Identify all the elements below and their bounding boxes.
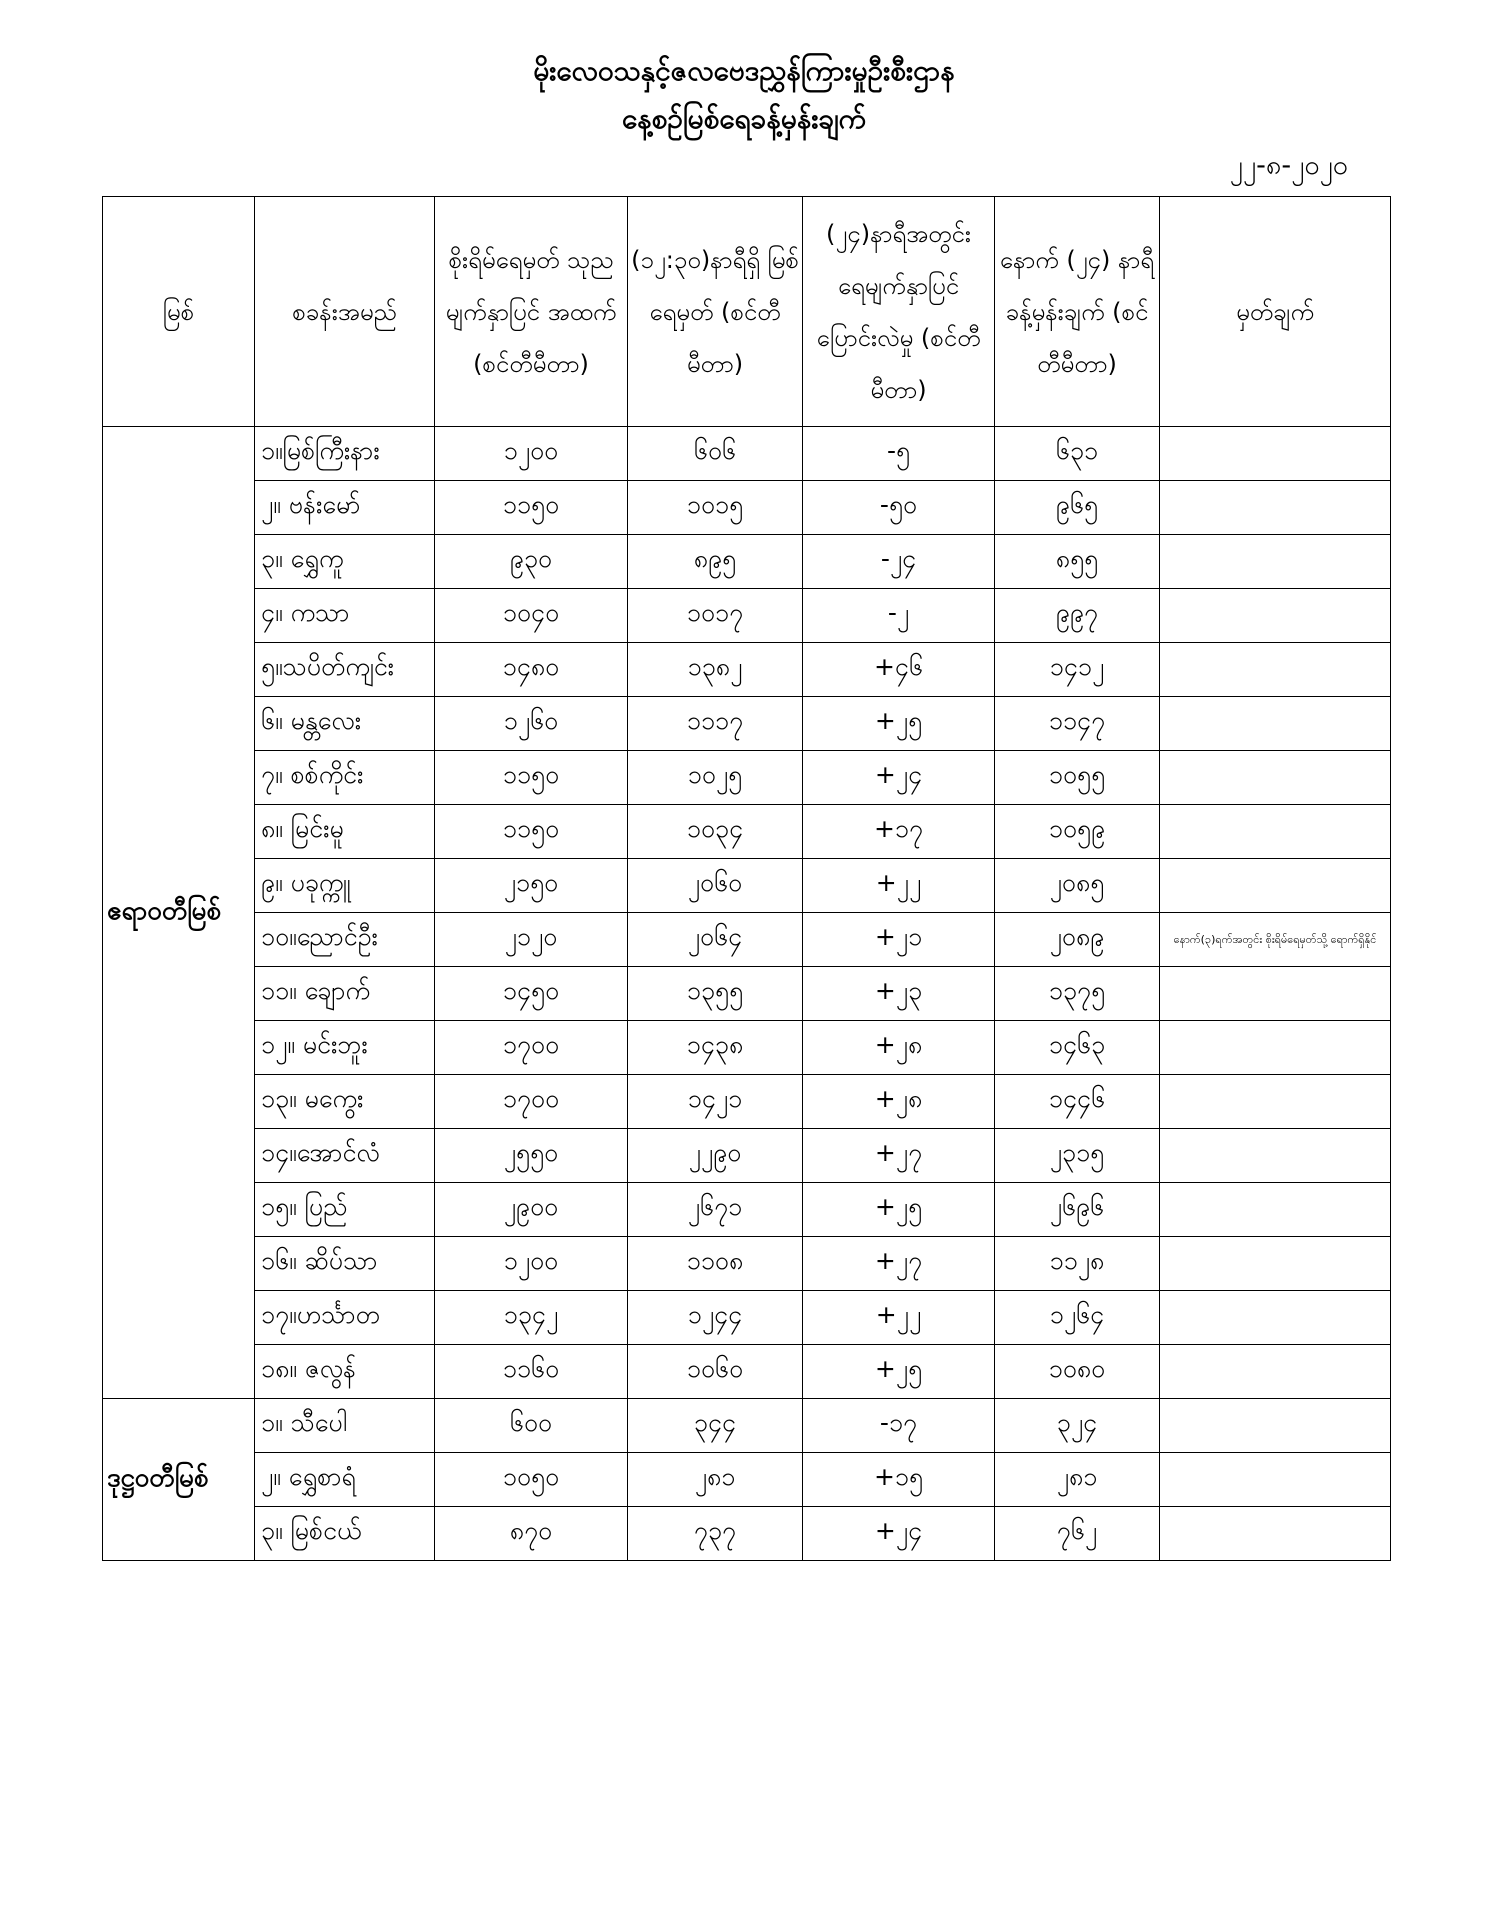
danger-level-cell: ၁၃၄၂ — [435, 1291, 628, 1345]
table-row — [103, 1453, 1391, 1507]
forecast-level-cell: ၁၁၄၇ — [995, 697, 1160, 751]
forecast-level-cell: ၂၃၁၅ — [995, 1129, 1160, 1183]
danger-level-cell: ၈၇၀ — [435, 1507, 628, 1561]
current-level-cell: ၁၀၃၄ — [628, 805, 803, 859]
remark-cell — [1160, 589, 1391, 643]
forecast-level-cell: ၂၀၈၉ — [995, 913, 1160, 967]
column-header-river: မြစ် — [103, 197, 255, 427]
station-name-cell: ၁။ သီပေါ — [255, 1399, 435, 1453]
station-name-cell: ၈။ မြင်းမူ — [255, 805, 435, 859]
current-level-cell: ၁၁၀၈ — [628, 1237, 803, 1291]
water-level-table — [102, 196, 1391, 1561]
level-change-cell: +၂၃ — [803, 967, 995, 1021]
table-row — [103, 697, 1391, 751]
level-change-cell: -၂၄ — [803, 535, 995, 589]
danger-level-cell: ၁၄၅၀ — [435, 967, 628, 1021]
level-change-cell: +၂၂ — [803, 1291, 995, 1345]
forecast-level-cell: ၁၀၅၅ — [995, 751, 1160, 805]
station-name-cell: ၆။ မန္တလေး — [255, 697, 435, 751]
forecast-level-cell: ၆၃၁ — [995, 427, 1160, 481]
station-name-cell: ၁၆။ ဆိပ်သာ — [255, 1237, 435, 1291]
danger-level-cell: ၁၀၅၀ — [435, 1453, 628, 1507]
level-change-cell: -၅ — [803, 427, 995, 481]
station-name-cell: ၉။ ပခုက္ကူ — [255, 859, 435, 913]
table-row — [103, 1291, 1391, 1345]
forecast-level-cell: ၁၄၄၆ — [995, 1075, 1160, 1129]
danger-level-cell: ၂၉၀၀ — [435, 1183, 628, 1237]
forecast-level-cell: ၇၆၂ — [995, 1507, 1160, 1561]
danger-level-cell: ၂၁၂၀ — [435, 913, 628, 967]
danger-level-cell: ၉၃၀ — [435, 535, 628, 589]
column-header-danger-level: စိုးရိမ်ရေမှတ် သုညမျက်နှာပြင် အထက် (စင်တီမီတာ) — [435, 197, 628, 427]
forecast-level-cell: ၁၁၂၈ — [995, 1237, 1160, 1291]
station-name-cell: ၁၄။အောင်လံ — [255, 1129, 435, 1183]
table-row — [103, 805, 1391, 859]
current-level-cell: ၆၀၆ — [628, 427, 803, 481]
remark-cell — [1160, 643, 1391, 697]
level-change-cell: +၂၇ — [803, 1129, 995, 1183]
station-name-cell: ၁၅။ ပြည် — [255, 1183, 435, 1237]
remark-cell — [1160, 1345, 1391, 1399]
current-level-cell: ၂၆၇၁ — [628, 1183, 803, 1237]
table-row — [103, 859, 1391, 913]
current-level-cell: ၃၄၄ — [628, 1399, 803, 1453]
level-change-cell: -၁၇ — [803, 1399, 995, 1453]
remark-cell — [1160, 805, 1391, 859]
table-row — [103, 1183, 1391, 1237]
column-header-station: စခန်းအမည် — [255, 197, 435, 427]
remark-cell — [1160, 1183, 1391, 1237]
station-name-cell: ၁၃။ မကွေး — [255, 1075, 435, 1129]
table-row — [103, 1507, 1391, 1561]
current-level-cell: ၁၂၄၄ — [628, 1291, 803, 1345]
current-level-cell: ၁၀၁၅ — [628, 481, 803, 535]
table-row — [103, 589, 1391, 643]
table-row — [103, 643, 1391, 697]
station-name-cell: ၂။ ဗန်းမော် — [255, 481, 435, 535]
remark-cell — [1160, 859, 1391, 913]
current-level-cell: ၂၀၆၀ — [628, 859, 803, 913]
remark-cell — [1160, 427, 1391, 481]
danger-level-cell: ၁၄၈၀ — [435, 643, 628, 697]
forecast-level-cell: ၁၃၇၅ — [995, 967, 1160, 1021]
danger-level-cell: ၁၂၀၀ — [435, 1237, 628, 1291]
remark-cell — [1160, 751, 1391, 805]
remark-cell — [1160, 481, 1391, 535]
table-row — [103, 1021, 1391, 1075]
remark-cell — [1160, 967, 1391, 1021]
level-change-cell: +၂၁ — [803, 913, 995, 967]
current-level-cell: ၂၂၉၀ — [628, 1129, 803, 1183]
danger-level-cell: ၁၀၄၀ — [435, 589, 628, 643]
remark-cell — [1160, 535, 1391, 589]
column-header-forecast: နောက် (၂၄) နာရီ ခန့်မှန်းချက် (စင်တီမီတာ) — [995, 197, 1160, 427]
level-change-cell: +၂၈ — [803, 1021, 995, 1075]
level-change-cell: +၁၇ — [803, 805, 995, 859]
danger-level-cell: ၁၁၆၀ — [435, 1345, 628, 1399]
page-subtitle: နေ့စဉ်မြစ်ရေခန့်မှန်းချက် — [621, 102, 867, 135]
level-change-cell: +၁၅ — [803, 1453, 995, 1507]
forecast-level-cell: ၈၅၅ — [995, 535, 1160, 589]
station-name-cell: ၁။မြစ်ကြီးနား — [255, 427, 435, 481]
station-name-cell: ၃။ ရွှေကူ — [255, 535, 435, 589]
current-level-cell: ၁၄၃၈ — [628, 1021, 803, 1075]
level-change-cell: +၂၅ — [803, 697, 995, 751]
forecast-level-cell: ၁၀၈၀ — [995, 1345, 1160, 1399]
report-date: ၂၂-၈-၂၀၂၀ — [1229, 150, 1348, 181]
table-row — [103, 1129, 1391, 1183]
danger-level-cell: ၁၁၅၀ — [435, 481, 628, 535]
table-row — [103, 535, 1391, 589]
level-change-cell: +၂၂ — [803, 859, 995, 913]
table-row — [103, 1075, 1391, 1129]
station-name-cell: ၁၀။ညောင်ဦး — [255, 913, 435, 967]
column-header-current-level: (၁၂:၃၀)နာရီရှိ မြစ်ရေမှတ် (စင်တီမီတာ) — [628, 197, 803, 427]
station-name-cell: ၇။ စစ်ကိုင်း — [255, 751, 435, 805]
danger-level-cell: ၁၇၀၀ — [435, 1075, 628, 1129]
danger-level-cell: ၁၂၀၀ — [435, 427, 628, 481]
level-change-cell: -၅၀ — [803, 481, 995, 535]
danger-level-cell: ၁၁၅၀ — [435, 751, 628, 805]
station-name-cell: ၁၇။ဟင်္သာတ — [255, 1291, 435, 1345]
level-change-cell: +၄၆ — [803, 643, 995, 697]
table-header-row — [103, 197, 1391, 427]
danger-level-cell: ၂၁၅၀ — [435, 859, 628, 913]
table-row — [103, 1237, 1391, 1291]
table-row — [103, 967, 1391, 1021]
table-row — [103, 1399, 1391, 1453]
current-level-cell: ၂၈၁ — [628, 1453, 803, 1507]
level-change-cell: -၂ — [803, 589, 995, 643]
table-row — [103, 1345, 1391, 1399]
current-level-cell: ၁၃၅၅ — [628, 967, 803, 1021]
remark-cell — [1160, 1129, 1391, 1183]
forecast-level-cell: ၁၂၆၄ — [995, 1291, 1160, 1345]
current-level-cell: ၁၄၂၁ — [628, 1075, 803, 1129]
level-change-cell: +၂၇ — [803, 1237, 995, 1291]
station-name-cell: ၂။ ရွှေစာရံ — [255, 1453, 435, 1507]
station-name-cell: ၁၁။ ချောက် — [255, 967, 435, 1021]
danger-level-cell: ၁၁၅၀ — [435, 805, 628, 859]
station-name-cell: ၁၈။ ဇလွန် — [255, 1345, 435, 1399]
table-row — [103, 481, 1391, 535]
current-level-cell: ၁၁၁၇ — [628, 697, 803, 751]
table-row — [103, 913, 1391, 967]
level-change-cell: +၂၄ — [803, 751, 995, 805]
danger-level-cell: ၁၂၆၀ — [435, 697, 628, 751]
current-level-cell: ၁၀၁၇ — [628, 589, 803, 643]
forecast-level-cell: ၃၂၄ — [995, 1399, 1160, 1453]
remark-cell — [1160, 1453, 1391, 1507]
forecast-level-cell: ၁၄၆၃ — [995, 1021, 1160, 1075]
current-level-cell: ၁၀၆၀ — [628, 1345, 803, 1399]
remark-cell — [1160, 697, 1391, 751]
level-change-cell: +၂၈ — [803, 1075, 995, 1129]
river-name: ဒုဋ္ဌဝတီမြစ် — [103, 1399, 255, 1561]
level-change-cell: +၂၅ — [803, 1345, 995, 1399]
level-change-cell: +၂၄ — [803, 1507, 995, 1561]
danger-level-cell: ၂၅၅၀ — [435, 1129, 628, 1183]
current-level-cell: ၁၃၈၂ — [628, 643, 803, 697]
forecast-level-cell: ၁၀၅၉ — [995, 805, 1160, 859]
danger-level-cell: ၆၀၀ — [435, 1399, 628, 1453]
forecast-level-cell: ၂၀၈၅ — [995, 859, 1160, 913]
page-title: မိုးလေဝသနှင့်ဇလဗေဒညွှန်ကြားမှုဦးစီးဌာန — [533, 54, 955, 87]
forecast-level-cell: ၉၆၅ — [995, 481, 1160, 535]
forecast-level-cell: ၁၄၁၂ — [995, 643, 1160, 697]
forecast-level-cell: ၂၈၁ — [995, 1453, 1160, 1507]
remark-cell — [1160, 1399, 1391, 1453]
station-name-cell: ၁၂။ မင်းဘူး — [255, 1021, 435, 1075]
station-name-cell: ၅။သပိတ်ကျင်း — [255, 643, 435, 697]
current-level-cell: ၇၃၇ — [628, 1507, 803, 1561]
danger-level-cell: ၁၇၀၀ — [435, 1021, 628, 1075]
river-name: ဧရာဝတီမြစ် — [103, 427, 255, 1399]
remark-cell — [1160, 1507, 1391, 1561]
column-header-remark: မှတ်ချက် — [1160, 197, 1391, 427]
table-row — [103, 427, 1391, 481]
current-level-cell: ၂၀၆၄ — [628, 913, 803, 967]
level-change-cell: +၂၅ — [803, 1183, 995, 1237]
remark-cell — [1160, 1237, 1391, 1291]
table-row — [103, 751, 1391, 805]
station-name-cell: ၄။ ကသာ — [255, 589, 435, 643]
station-name-cell: ၃။ မြစ်ငယ် — [255, 1507, 435, 1561]
remark-cell: နောက်(၃)ရက်အတွင်း စိုးရိမ်ရေမှတ်သို့ ရောက်ရှိနိုင် — [1160, 913, 1391, 967]
forecast-level-cell: ၉၉၇ — [995, 589, 1160, 643]
remark-cell — [1160, 1021, 1391, 1075]
table-body — [103, 427, 1391, 1561]
remark-cell — [1160, 1075, 1391, 1129]
current-level-cell: ၈၉၅ — [628, 535, 803, 589]
column-header-change: (၂၄)နာရီအတွင်း ရေမျက်နှာပြင် ပြောင်းလဲမှု (စင်တီမီတာ) — [803, 197, 995, 427]
current-level-cell: ၁၀၂၅ — [628, 751, 803, 805]
forecast-level-cell: ၂၆၉၆ — [995, 1183, 1160, 1237]
remark-cell — [1160, 1291, 1391, 1345]
